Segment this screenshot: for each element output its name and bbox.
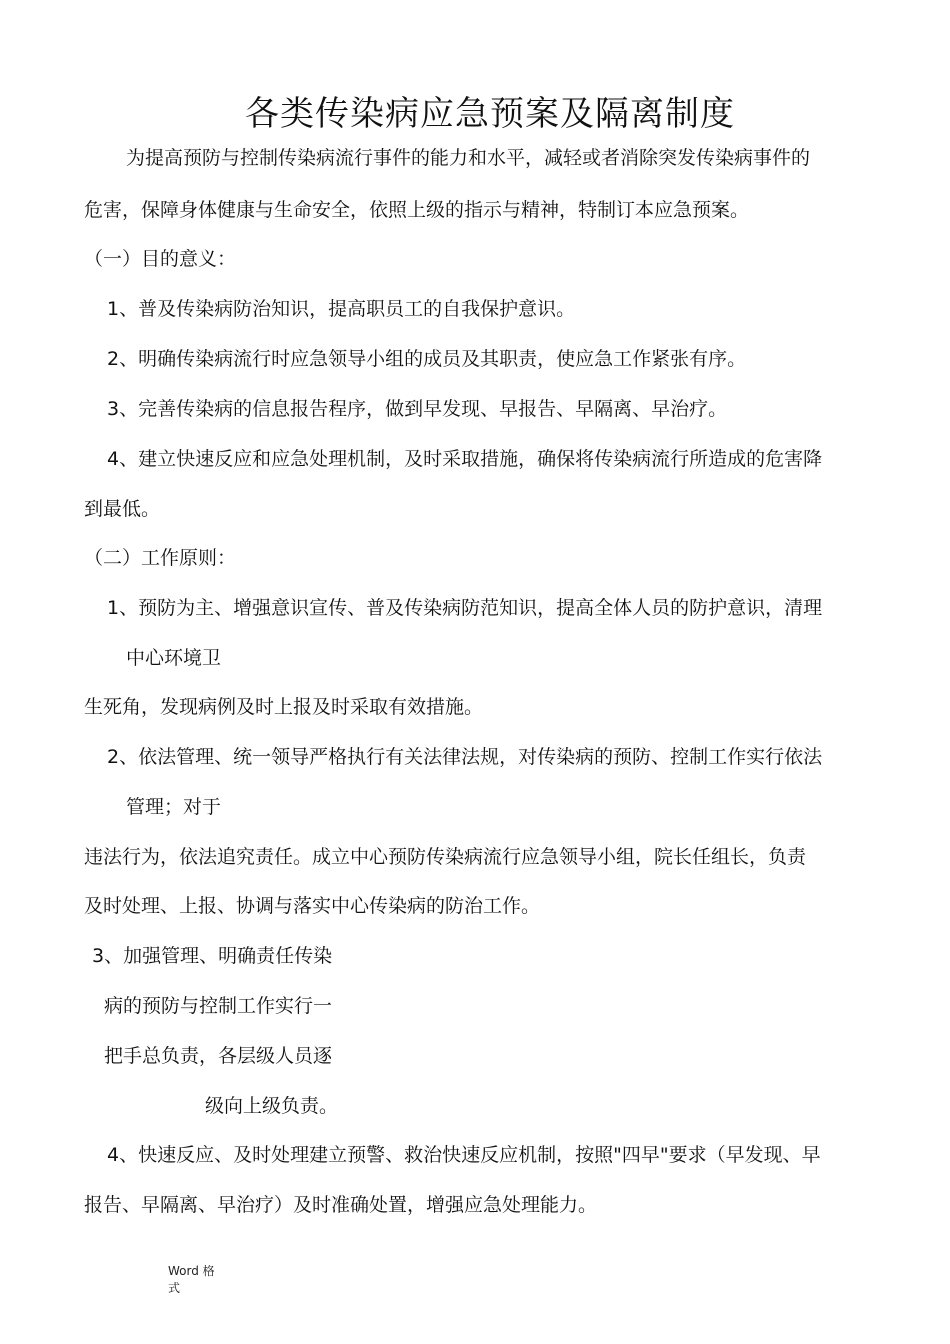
- footer-line: Word 格: [168, 1264, 215, 1278]
- list-item: 3、完善传染病的信息报告程序，做到早发现、早报告、早隔离、早治疗。: [107, 398, 728, 420]
- paragraph-line: 违法行为，依法追究责任。成立中心预防传染病流行应急领导小组，院长任组长，负责: [84, 846, 807, 868]
- list-item: 1、预防为主、增强意识宣传、普及传染病防范知识，提高全体人员的防护意识，清理: [107, 597, 823, 619]
- paragraph-line: 管理；对于: [126, 796, 222, 818]
- paragraph-line: 病的预防与控制工作实行一: [104, 995, 333, 1017]
- paragraph-line: 把手总负责，各层级人员逐: [104, 1045, 333, 1067]
- paragraph-line: 报告、早隔离、早治疗）及时准确处置，增强应急处理能力。: [84, 1194, 598, 1216]
- footer-line: 式: [168, 1281, 181, 1295]
- paragraph-line: 中心环境卫: [126, 647, 222, 669]
- document-title: 各类传染病应急预案及隔离制度: [245, 94, 735, 134]
- paragraph-line: 生死角，发现病例及时上报及时采取有效措施。: [84, 696, 484, 718]
- paragraph-line: 级向上级负责。: [205, 1095, 339, 1117]
- section-heading: （二）工作原则：: [84, 547, 237, 569]
- list-item: 1、普及传染病防治知识，提高职员工的自我保护意识。: [107, 298, 576, 320]
- paragraph-line: 为提高预防与控制传染病流行事件的能力和水平，减轻或者消除突发传染病事件的: [126, 147, 811, 169]
- list-item: 4、建立快速反应和应急处理机制，及时采取措施，确保将传染病流行所造成的危害降: [107, 448, 823, 470]
- list-item: 4、快速反应、及时处理建立预警、救治快速反应机制，按照"四早"要求（早发现、早: [107, 1144, 821, 1166]
- paragraph-line: 及时处理、上报、协调与落实中心传染病的防治工作。: [84, 895, 541, 917]
- footer-watermark: [168, 1263, 215, 1297]
- list-item: 3、加强管理、明确责任传染: [92, 945, 333, 967]
- paragraph-line: 危害，保障身体健康与生命安全，依照上级的指示与精神，特制订本应急预案。: [84, 199, 750, 221]
- list-item: 2、明确传染病流行时应急领导小组的成员及其职责，使应急工作紧张有序。: [107, 348, 747, 370]
- paragraph-line: 到最低。: [84, 498, 161, 520]
- list-item: 2、依法管理、统一领导严格执行有关法律法规，对传染病的预防、控制工作实行依法: [107, 746, 823, 768]
- section-heading: （一）目的意义：: [84, 248, 237, 270]
